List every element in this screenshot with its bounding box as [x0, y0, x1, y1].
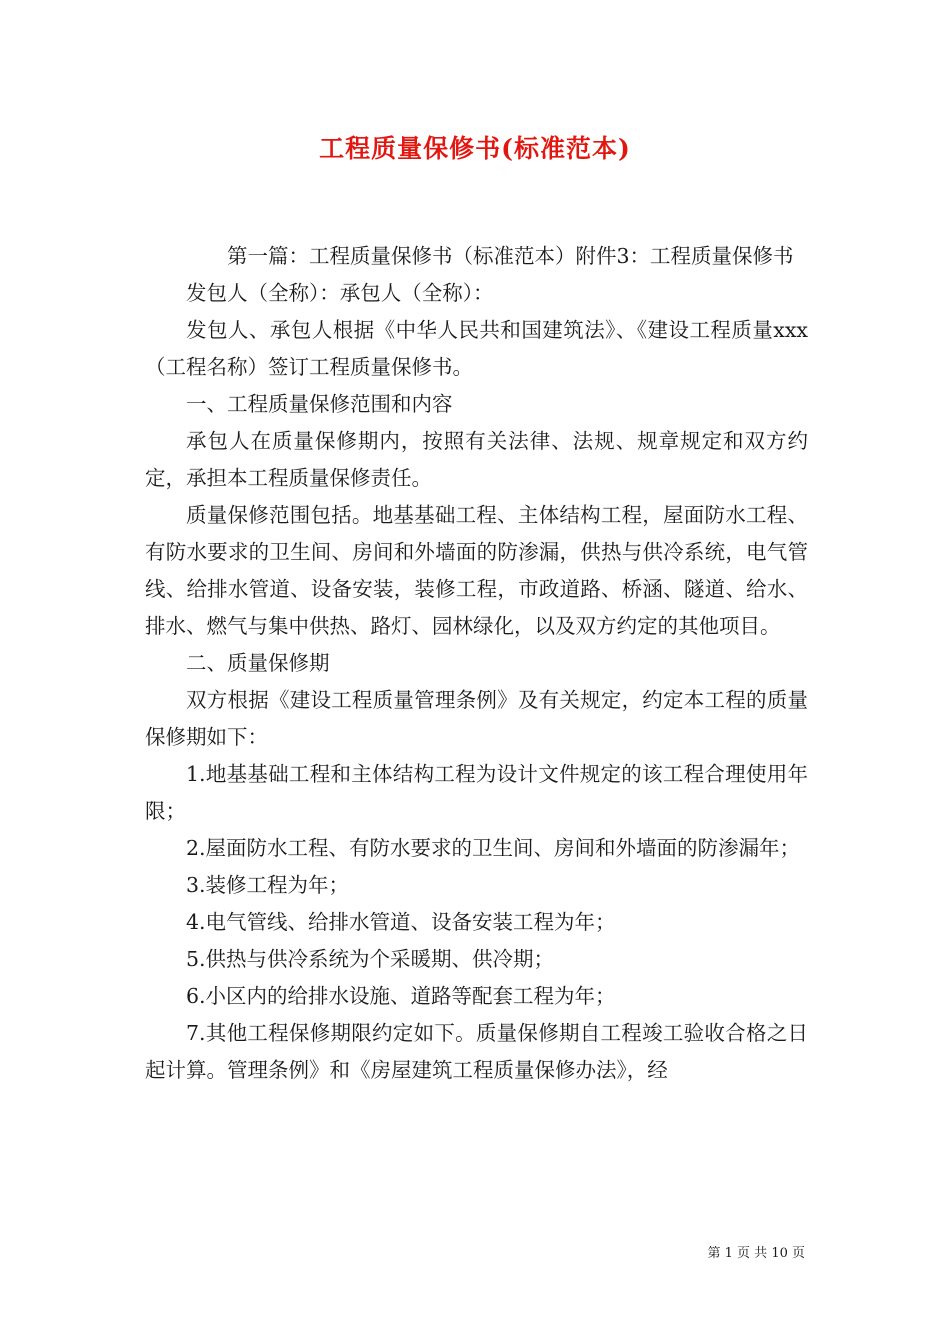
page-number-footer: 第 1 页 共 10 页 — [707, 1246, 805, 1261]
paragraph-2: 发包人（全称）：承包人（全称）： — [186, 281, 494, 305]
paragraph-1: 第一篇：工程质量保修书（标准范本）附件3：工程质量保修书 — [227, 244, 794, 268]
section-heading-2: 二、质量保修期 — [186, 651, 330, 675]
document-title: 工程质量保修书(标准范本) — [319, 134, 631, 163]
list-item-4: 4.电气管线、给排水管道、设备安装工程为年； — [186, 910, 616, 934]
list-item-1: 1.地基基础工程和主体结构工程为设计文件规定的该工程合理使用年限； — [145, 762, 808, 823]
paragraph-5: 质量保修范围包括。地基基础工程、主体结构工程，屋面防水工程、有防水要求的卫生间、房间和外墙面的防渗漏，供热与供冷系统，电气管线、给排水管道、设备安装，装修工程，市政道路、桥涵、隧道、给水、排水、燃气与集中供热、路灯、园林绿化，以及双方约定的其他项目。 — [145, 503, 808, 638]
list-item-7: 7.其他工程保修期限约定如下。质量保修期自工程竣工验收合格之日起计算。管理条例》和《房屋建筑工程质量保修办法》，经 — [145, 1021, 808, 1082]
paragraph-3: 发包人、承包人根据《中华人民共和国建筑法》、《建设工程质量xxx（工程名称）签订工程质量保修书。 — [145, 318, 808, 379]
list-item-5: 5.供热与供冷系统为个采暖期、供冷期； — [186, 947, 555, 971]
section-heading-1: 一、工程质量保修范围和内容 — [186, 392, 453, 416]
list-item-3: 3.装修工程为年； — [186, 873, 350, 897]
paragraph-4: 承包人在质量保修期内，按照有关法律、法规、规章规定和双方约定，承担本工程质量保修责任。 — [145, 429, 808, 490]
document-body — [145, 238, 808, 1089]
list-item-2: 2.屋面防水工程、有防水要求的卫生间、房间和外墙面的防渗漏年； — [186, 836, 801, 860]
paragraph-6: 双方根据《建设工程质量管理条例》及有关规定，约定本工程的质量保修期如下： — [145, 688, 808, 749]
list-item-6: 6.小区内的给排水设施、道路等配套工程为年； — [186, 984, 616, 1008]
